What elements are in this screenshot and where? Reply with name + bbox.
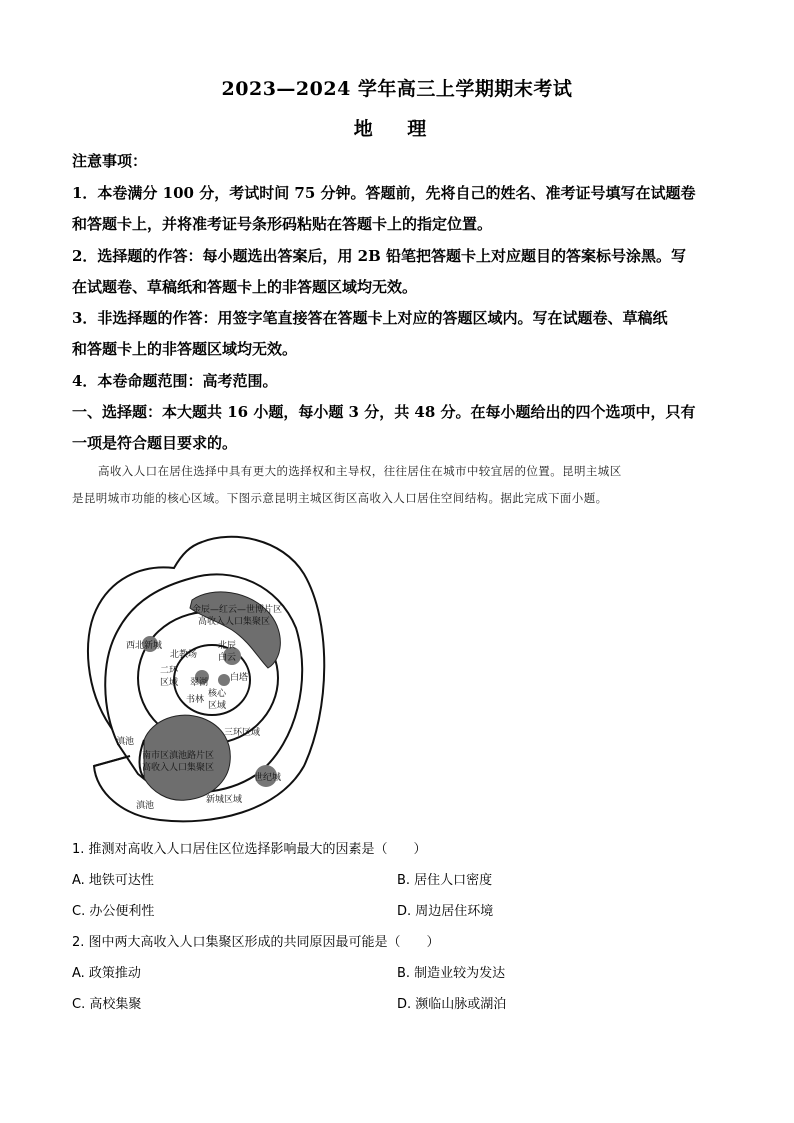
notes-heading: 注意事项： (72, 152, 148, 170)
map-label: 新城区域 (206, 795, 243, 805)
baita-spot (218, 674, 230, 686)
map-label: 白塔 (230, 673, 249, 683)
map-label: 滇池 (136, 801, 155, 811)
map-label: 区域 (160, 678, 179, 688)
notes-line: 3．非选择题的作答：用签字笔直接答在答题卡上对应的答题区域内。写在试题卷、草稿纸 (72, 309, 668, 327)
option-c: C. 高校集聚 (72, 997, 142, 1012)
map-label: 高收入人口集聚区 (142, 763, 215, 773)
option-a: A. 地铁可达性 (72, 873, 154, 888)
kunming-residence-map (82, 530, 332, 825)
question-stem: 1. 推测对高收入人口居住区位选择影响最大的因素是（ ） (72, 842, 427, 857)
passage-line: 是昆明城市功能的核心区域。下图示意昆明主城区街区高收入人口居住空间结构。据此完成下面小题。 (72, 491, 608, 505)
option-a: A. 政策推动 (72, 966, 141, 981)
section-heading-cont: 一项是符合题目要求的。 (72, 434, 238, 452)
notes-line: 1．本卷满分 100 分，考试时间 75 分钟。答题前，先将自己的姓名、准考证号填写在试题卷 (72, 184, 696, 202)
map-label: 三环区域 (224, 728, 261, 738)
option-b: B. 制造业较为发达 (397, 966, 506, 981)
map-label: 南市区滇池路片区 (142, 751, 215, 761)
map-label: 世纪城 (254, 773, 282, 783)
option-d: D. 周边居住环境 (397, 904, 494, 919)
map-label: 滇池 (116, 737, 135, 747)
subject-title: 地 理 (353, 118, 441, 140)
map-label: 金辰—红云—世博片区 (192, 605, 283, 615)
notes-line: 2．选择题的作答：每小题选出答案后，用 2B 铅笔把答题卡上对应题目的答案标号涂黑。写 (72, 247, 687, 265)
map-label: 北教场 (170, 650, 198, 660)
option-d: D. 濒临山脉或湖泊 (397, 997, 507, 1012)
map-label: 翠湖 (190, 678, 209, 688)
map-label: 书林 (186, 695, 205, 705)
notes-line: 4．本卷命题范围：高考范围。 (72, 372, 278, 390)
section-heading: 一、选择题：本大题共 16 小题，每小题 3 分，共 48 分。在每小题给出的四个选项中，只有 (72, 403, 696, 421)
map-label: 二环 (160, 666, 179, 676)
option-c: C. 办公便利性 (72, 904, 155, 919)
map-label: 核心 (208, 689, 227, 699)
notes-line: 和答题卡上，并将准考证号条形码粘贴在答题卡上的指定位置。 (72, 215, 493, 233)
map-label: 北辰 (218, 641, 237, 651)
exam-title: 2023—2024 学年高三上学期期末考试 (221, 78, 573, 100)
option-b: B. 居住人口密度 (397, 873, 493, 888)
notes-line: 和答题卡上的非答题区域均无效。 (72, 340, 298, 358)
passage-line: 高收入人口在居住选择中具有更大的选择权和主导权，往往居住在城市中较宜居的位置。昆明主城区 (98, 464, 622, 478)
map-label: 高收入人口集聚区 (198, 617, 271, 627)
map-label: 白云 (218, 653, 237, 663)
map-label: 西北新城 (126, 641, 163, 651)
map-label: 区域 (208, 701, 227, 711)
notes-line: 在试题卷、草稿纸和答题卡上的非答题区域均无效。 (72, 278, 418, 296)
question-stem: 2. 图中两大高收入人口集聚区形成的共同原因最可能是（ ） (72, 935, 440, 950)
